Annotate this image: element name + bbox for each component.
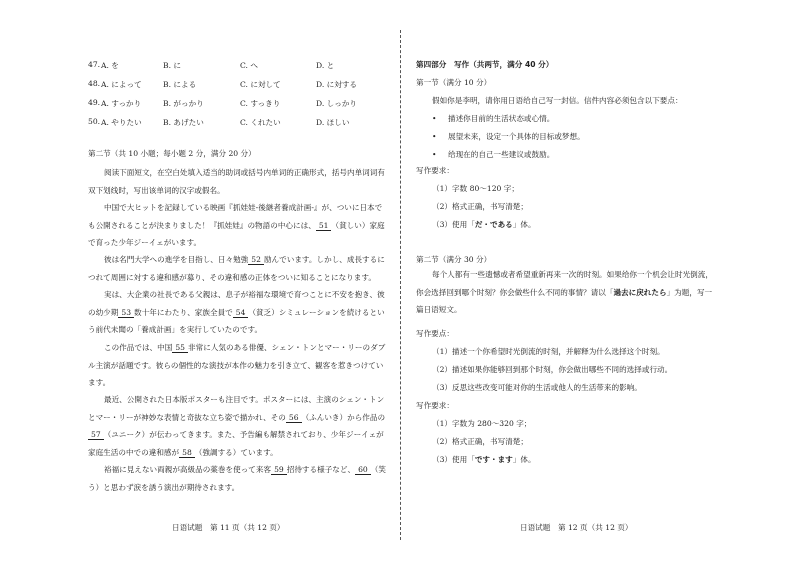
option-c: C. に対して <box>240 80 281 89</box>
requirement: （1）字数为 280～320 字； <box>432 419 532 428</box>
option-number: 49. <box>88 98 101 107</box>
section-2-prompt <box>416 266 716 319</box>
requirement: （2）格式正确，书写清楚； <box>432 437 528 446</box>
requirement-text: 」体。 <box>512 455 536 464</box>
requirement: （2）格式正确，书写清楚； <box>432 202 528 211</box>
option-number: 47. <box>88 60 101 69</box>
blank-57[interactable]: 57 <box>88 430 104 440</box>
paragraph-text: （貧しい）家庭で育った少年ジーイェがいます。 <box>88 220 385 247</box>
option-a: A. によって <box>101 80 142 89</box>
list-item: 给现在的自己一些建议或鼓励。 <box>448 150 555 159</box>
page-12 <box>402 0 800 570</box>
section-2-requirements-title: 写作要求： <box>416 401 454 410</box>
option-c: C. くれたい <box>240 118 281 127</box>
paragraph-text: 非常に人気のある俳優、シェン・トンとマー・リーのダブル主演が話題です。彼らの個性的な演技が本作の魅力を引き立て、観客を惹きつけています。 <box>88 343 386 387</box>
option-a: A. を <box>101 61 119 70</box>
blank-53[interactable]: 53 <box>118 308 134 318</box>
section-1-requirements-title: 写作要求： <box>416 166 454 175</box>
paragraph-text: 招待する様子など、 <box>286 465 356 474</box>
option-b: B. による <box>163 80 197 89</box>
paragraph-text: 実は、大企業の社長である父親は、息子が裕福な環境で育つことに不安を抱き、彼の幼少期 <box>88 290 385 317</box>
paragraph-text: 裕福に見えない両親が高級品の薬巻を使って来客 <box>104 465 272 474</box>
paragraph-text: この作品では、中国 <box>104 343 173 352</box>
page-footer: 日语试题 第 11 页（共 12 页） <box>172 523 285 532</box>
blank-59[interactable]: 59 <box>271 465 287 475</box>
blank-60[interactable]: 60 <box>355 465 371 475</box>
option-d: D. しっかり <box>316 99 358 108</box>
paragraph-text: 励んでいます。しかし、成長するにつれて周囲に対する違和感が募り、その違和感の正体をついに知ることになります。 <box>88 255 385 282</box>
blank-51[interactable]: 51 <box>316 221 332 231</box>
blank-55[interactable]: 55 <box>172 343 188 353</box>
bullet-icon: • <box>432 150 437 159</box>
prompt-text: 」为题，写一篇日语短文。 <box>416 287 713 314</box>
paragraph-text: 最近、公開された日本版ポスターも注目です。ポスターには、主演のシェン・トンとマー・リーが神妙な表情と奇抜な立ち姿で描かれ、その <box>88 395 385 422</box>
style-keyword: だ・である <box>474 220 513 229</box>
option-a: A. やりたい <box>101 118 142 127</box>
page-divider <box>400 30 401 540</box>
list-item: （2）描述如果你能够回到那个时刻，你会做出哪些不同的选择或行动。 <box>432 365 673 374</box>
paragraph-2 <box>88 251 386 286</box>
bullet-icon: • <box>432 132 437 141</box>
option-number: 48. <box>88 79 101 88</box>
option-b: B. に <box>163 61 182 70</box>
requirement-text: （3）使用「 <box>432 220 475 229</box>
option-d: D. に対する <box>316 80 358 89</box>
blank-56[interactable]: 56 <box>286 413 302 423</box>
option-a: A. すっかり <box>101 99 142 108</box>
blank-52[interactable]: 52 <box>248 255 264 265</box>
option-d: D. ほしい <box>316 118 350 127</box>
requirement <box>432 455 536 465</box>
paragraph-4 <box>88 339 386 392</box>
instructions: 阅读下面短文，在空白处填入适当的助词或括号内单词的正确形式，括号内单词词有双下划线时，写出该单词的汉字或假名。 <box>88 168 385 195</box>
paragraph-text: （笑う）と思わず涙を誘う演出が期待されます。 <box>88 465 386 492</box>
requirement-text: 」体。 <box>512 220 536 229</box>
section-2-title: 第二节（满分 30 分） <box>416 255 492 264</box>
requirement <box>432 220 536 230</box>
option-number: 50. <box>88 117 101 126</box>
option-b: B. がっかり <box>163 99 204 108</box>
paragraph-text: （強調する）ています。 <box>194 447 278 457</box>
section-2-points-title: 写作要点： <box>416 329 454 338</box>
list-item: 展望未来，设定一个具体的目标或梦想。 <box>448 132 585 141</box>
essay-title: 過去に戻れたら <box>613 287 667 297</box>
list-item: 描述你目前的生活状态或心情。 <box>448 114 555 123</box>
option-c: C. へ <box>240 61 258 70</box>
paragraph-text: 数十年にわたり、家族全員で <box>134 307 233 317</box>
paragraph-5 <box>88 391 386 461</box>
section-1-title: 第一节（满分 10 分） <box>416 78 492 87</box>
list-item: （1）描述一个你希望时光倒流的时刻，并解释为什么选择这个时刻。 <box>432 347 665 356</box>
part-title: 第四部分 写作（共两节，满分 40 分） <box>416 60 554 69</box>
option-c: C. すっきり <box>240 99 281 108</box>
paragraph-text: （ユニーク）が伝わってきます。また、予告編も解禁されており、少年ジーイェが家庭生活の中での違和感が <box>88 430 384 457</box>
style-keyword: です・ます <box>474 455 513 464</box>
paragraph-text: （ふんいき）から作品の <box>301 412 386 422</box>
blank-58[interactable]: 58 <box>179 448 195 458</box>
paragraph-text: 中国で大ヒットを記録している映画『抓娃娃-後継者養成計画-』が、ついに日本でも公開されることが決まりました！『抓娃娃』の物語の中心には、 <box>88 203 383 230</box>
prompt-text: 每个人都有一些遗憾或者希望重新再来一次的时刻。如果给你一个机会让时光倒流，你会选择回到哪个时刻？你会做些什么不同的事情？请以「 <box>416 270 713 297</box>
requirement: （1）字数 80～120 字； <box>432 184 519 193</box>
paragraph-3 <box>88 286 386 339</box>
paragraph-text: （貧乏）シミュレーションを続けるという前代未聞の「養成計画」を実行していたのです。 <box>88 307 385 334</box>
paragraph-1 <box>88 199 386 252</box>
blank-54[interactable]: 54 <box>233 308 249 318</box>
option-b: B. あげたい <box>163 118 204 127</box>
list-item: （3）反思这些改变可能对你的生活或他人的生活带来的影响。 <box>432 383 642 392</box>
option-d: D. と <box>316 61 335 70</box>
bullet-icon: • <box>432 114 437 123</box>
requirement-text: （3）使用「 <box>432 455 475 464</box>
section-title: 第二节（共 10 小题；每小题 2 分，满分 20 分） <box>88 149 256 158</box>
page-footer: 日语试题 第 12 页（共 12 页） <box>520 523 633 532</box>
paragraph-text: 彼は名門大学への進学を目指し、日々勉強 <box>104 255 249 264</box>
section-1-prompt: 假如你是李明，请你用日语给自己写一封信。信件内容必须包含以下要点： <box>432 96 683 105</box>
paragraph-6 <box>88 461 386 496</box>
